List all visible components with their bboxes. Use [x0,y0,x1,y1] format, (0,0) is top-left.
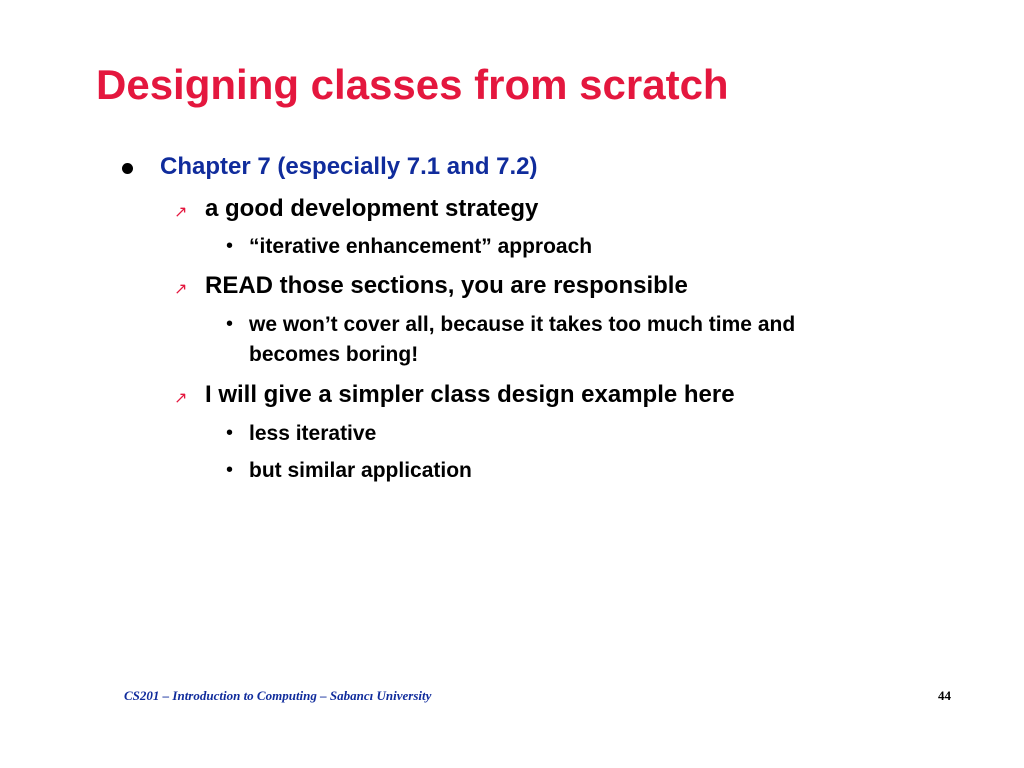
bullet-level1-chapter7: Chapter 7 (especially 7.1 and 7.2) [160,153,538,180]
bullet-level3-iterative: “iterative enhancement” approach [249,235,593,258]
bullet-level2-read: READ those sections, you are responsible [205,272,688,299]
slide-title: Designing classes from scratch [96,61,729,108]
arrow-up-right-icon: ↗ [174,279,188,298]
arrow-up-right-icon: ↗ [174,202,188,221]
arrow-up-right-icon: ↗ [174,388,188,407]
footer-course: CS201 – Introduction to Computing – Sabancı University [124,688,432,703]
bullet-level3-wont-cover-line2: becomes boring! [249,343,419,366]
page-number: 44 [938,688,951,703]
bullet-level3-similar-application: but similar application [249,459,472,482]
bullet-level3-less-iterative: less iterative [249,422,377,445]
small-dot-icon: • [226,422,234,444]
bullet-level3-wont-cover-line1: we won’t cover all, because it takes too much time and [249,313,796,336]
bullet-level2-strategy: a good development strategy [205,195,539,222]
small-dot-icon: • [226,235,234,257]
bullet-level2-simpler-example: I will give a simpler class design example here [205,381,735,408]
small-dot-icon: • [226,459,234,481]
small-dot-icon: • [226,313,234,335]
filled-circle-icon [122,163,133,174]
